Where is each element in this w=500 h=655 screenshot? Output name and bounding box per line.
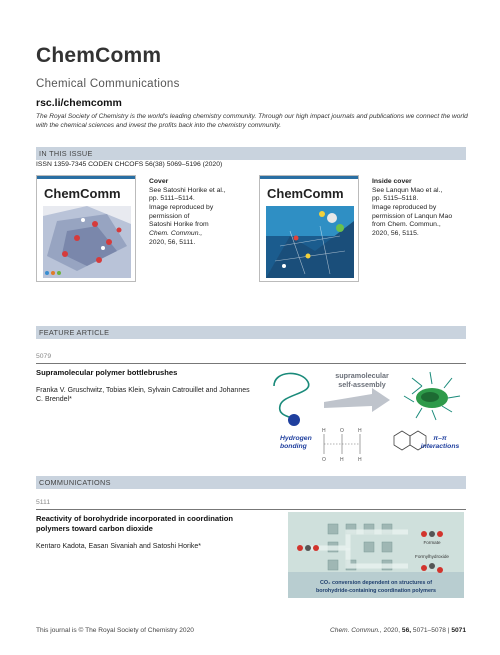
cover-line: See Lanqun Mao et al., (372, 186, 443, 194)
cover-line: Image reproduced by (372, 204, 437, 212)
figure-label: supramolecular (335, 371, 389, 380)
cover-artwork (37, 176, 136, 282)
footer-citation (330, 627, 466, 634)
cover-logo: ChemComm (44, 186, 121, 201)
journal-url-link[interactable]: rsc.li/chemcomm (36, 97, 122, 109)
cover-line: pp. 5111–5114. (149, 195, 195, 203)
figure-label: Formylhydroxide (415, 554, 449, 559)
feature-graphical-abstract[interactable] (262, 364, 468, 464)
footer-journal: Chem. Commun., (330, 627, 382, 634)
cover-line: Chem. Commun., (149, 230, 203, 238)
article-authors: Franka V. Gruschwitz, Tobias Klein, Sylvain Catrouillet and Johannes C. Brendel* (36, 387, 250, 404)
footer-separator: | (447, 627, 452, 634)
issn-line: ISSN 1359-7345 CODEN CHCOFS 56(38) 5069–5196 (2020) (36, 161, 223, 168)
cover-line: permission of Lanqun Mao (372, 212, 453, 220)
cover-line: pp. 5115–5118. (372, 195, 419, 203)
journal-title: ChemComm (36, 44, 162, 67)
figure-caption: CO₂ conversion dependent on structures of (319, 580, 433, 586)
inside-cover-description (372, 178, 472, 239)
svg-text:O: O (340, 428, 344, 434)
cover-line: See Satoshi Horike et al., (149, 186, 226, 194)
figure-label: Hydrogen (280, 435, 312, 442)
cover-label: Cover (149, 178, 169, 185)
feature-abstract-artwork (262, 364, 468, 464)
footer-copyright: This journal is © The Royal Society of Chemistry 2020 (36, 627, 194, 634)
cover-line: from Chem. Commun., (372, 221, 441, 229)
footer-year: 2020, (383, 627, 401, 634)
cover-description (149, 178, 249, 248)
footer-page-number: 5071 (451, 627, 466, 634)
cover-line: 2020, 56, 5115. (372, 230, 419, 238)
communication-abstract-artwork (288, 512, 464, 598)
svg-text:H: H (358, 457, 362, 463)
figure-label: interactions (420, 443, 460, 450)
communication-graphical-abstract[interactable] (288, 512, 464, 598)
article-title-link[interactable]: Reactivity of borohydride incorporated in coordination polymers toward carbon dioxide (36, 514, 234, 533)
article-authors: Kentaro Kadota, Easan Sivaniah and Satoshi Horike* (36, 543, 201, 550)
rsc-blurb: The Royal Society of Chemistry is the world's leading chemistry community. Through our high impact journals and publications we connect the world with the chemical sciences and invest the profits back into the chemistry community. (36, 113, 468, 129)
inside-cover-artwork (260, 176, 359, 282)
section-header-communications: COMMUNICATIONS (36, 476, 466, 489)
svg-text:H: H (358, 428, 362, 434)
footer-pages: 5071–5078 (412, 627, 446, 634)
footer-volume: 56, (401, 627, 412, 634)
svg-text:O: O (322, 457, 326, 463)
svg-text:H: H (322, 428, 326, 434)
section-header-feature-article: FEATURE ARTICLE (36, 326, 466, 339)
cover-line: 2020, 56, 5111. (149, 238, 196, 246)
cover-logo: ChemComm (267, 186, 344, 201)
cover-label: Inside cover (372, 178, 412, 185)
figure-label: Formate (423, 540, 441, 545)
article-page-number: 5079 (36, 353, 52, 360)
journal-subtitle: Chemical Communications (36, 78, 180, 90)
article-title-link[interactable]: Supramolecular polymer bottlebrushes (36, 368, 178, 377)
figure-label: self-assembly (338, 380, 386, 389)
section-header-in-this-issue: IN THIS ISSUE (36, 147, 466, 160)
figure-label: π–π (433, 435, 447, 442)
cover-line: Image reproduced by (149, 204, 214, 212)
svg-text:H: H (340, 457, 344, 463)
cover-line: permission of (149, 212, 190, 220)
figure-caption: borohydride-containing coordination polymers (315, 588, 437, 594)
cover-line: Satoshi Horike from (149, 221, 209, 229)
figure-label: bonding (280, 443, 307, 450)
divider (36, 509, 466, 510)
cover-image[interactable] (36, 175, 136, 282)
article-page-number: 5111 (36, 499, 51, 506)
inside-cover-image[interactable] (259, 175, 359, 282)
